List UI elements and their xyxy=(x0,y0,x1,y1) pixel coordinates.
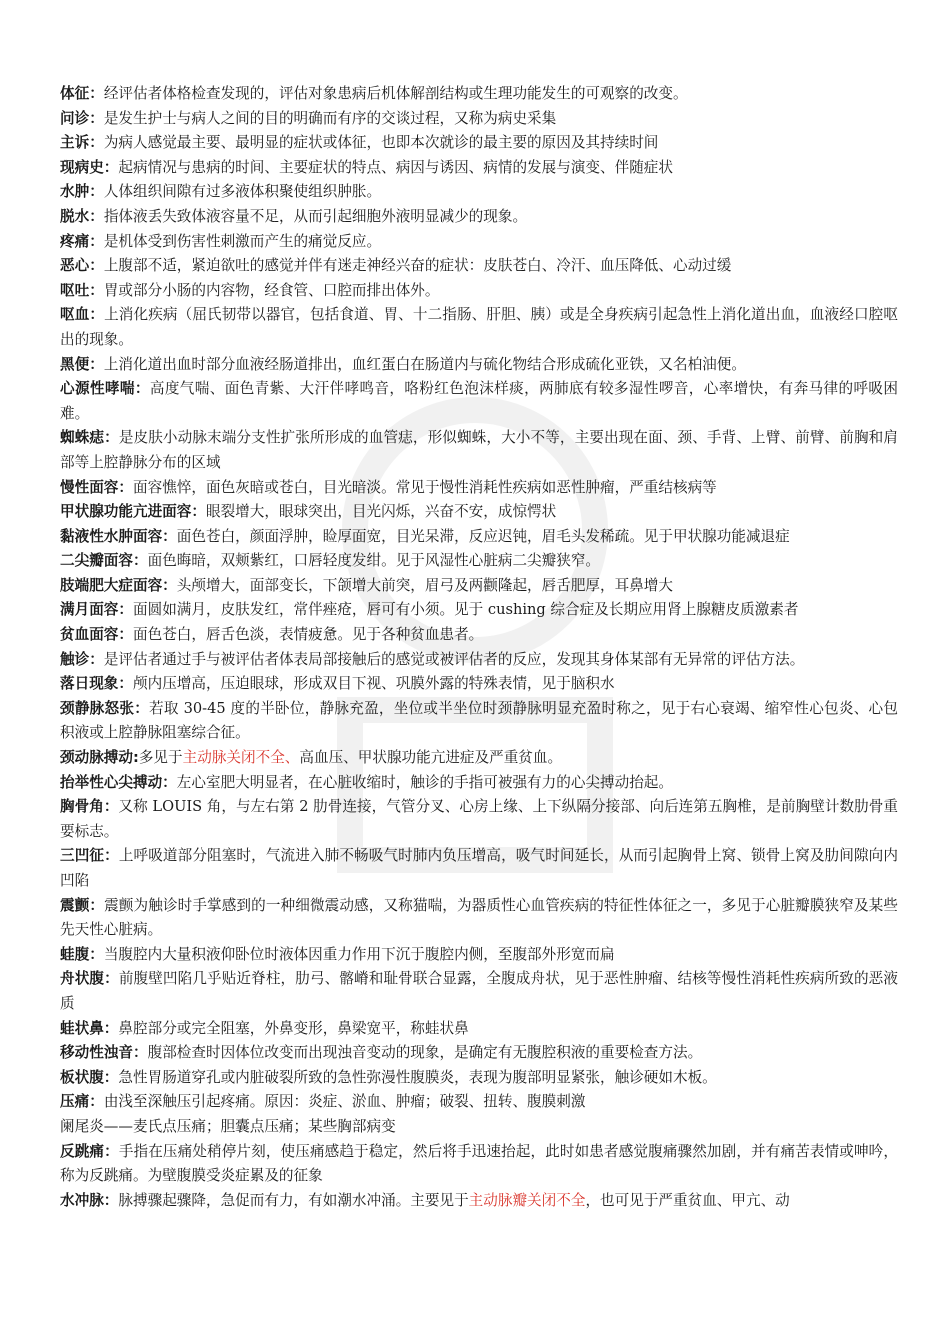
definition-entry xyxy=(60,574,898,599)
definition-text: 经评估者体格检查发现的，评估对象患病后机体解剖结构或生理功能发生的可观察的改变。 xyxy=(103,85,688,102)
term-label: 二尖瓣面容 xyxy=(60,552,133,570)
definition-entry xyxy=(60,1090,898,1115)
definition-entry xyxy=(60,598,898,623)
definition-entry xyxy=(60,279,898,304)
definition-entry xyxy=(60,1140,898,1189)
definition-text: 手指在压痛处稍停片刻，使压痛感趋于稳定，然后将手迅速抬起，此时如患者感觉腹痛骤然加剧，并有痛苦表情或呻吟，称为反跳痛。为壁腹膜受炎症累及的征象 xyxy=(60,1142,898,1185)
term-separator: ： xyxy=(191,503,206,521)
term-label: 蜘蛛痣 xyxy=(60,429,105,447)
term-label: 蛙状鼻 xyxy=(60,1019,104,1037)
term-label: 落日现象 xyxy=(60,675,119,693)
term-separator: ： xyxy=(89,207,104,225)
definition-text: 面容憔悴，面色灰暗或苍白，目光暗淡。常见于慢性消耗性疾病如恶性肿瘤，严重结核病等 xyxy=(133,478,717,496)
term-label: 蛙腹 xyxy=(60,945,90,963)
term-separator: ： xyxy=(89,232,104,250)
term-separator: ： xyxy=(104,1142,119,1160)
definition-entry xyxy=(60,746,898,771)
term-separator: ： xyxy=(89,85,104,102)
definition-entry xyxy=(60,1041,898,1066)
term-label: 现病史 xyxy=(60,158,104,176)
definition-entry xyxy=(60,353,898,378)
term-separator: ： xyxy=(89,109,104,127)
term-label: 颈动脉搏动 xyxy=(60,749,133,767)
definition-text: 由浅至深触压引起疼痛。原因：炎症、淤血、肿瘤；破裂、扭转、腹膜刺激 xyxy=(103,1093,586,1111)
term-label: 恶心 xyxy=(60,257,90,275)
definition-text-prefix: 多见于 xyxy=(138,749,183,767)
definition-entry xyxy=(60,549,898,574)
definition-text: 当腹腔内大量积液仰卧位时液体因重力作用下沉于腹腔内侧，至腹部外形宽而扁 xyxy=(103,945,615,963)
definition-text: 面色晦暗，双颊紫红，口唇轻度发绀。见于风湿性心脏病二尖瓣狭窄。 xyxy=(147,552,601,570)
term-label: 震颤 xyxy=(60,896,90,914)
definition-text: 起病情况与患病的时间、主要症状的特点、病因与诱因、病情的发展与演变、伴随症状 xyxy=(118,158,673,176)
definition-entry xyxy=(60,1017,898,1042)
term-separator: ： xyxy=(162,527,177,545)
definition-text: 头颅增大，面部变长，下颌增大前突，眉弓及两颧隆起，唇舌肥厚，耳鼻增大 xyxy=(176,576,673,594)
definition-text: 若取 30-45 度的半卧位，静脉充盈，坐位或半坐位时颈静脉明显充盈时称之，见于右心衰竭、缩窄性心包炎、心包积液或上腔静脉阻塞综合征。 xyxy=(60,699,898,742)
definition-entry xyxy=(60,180,898,205)
definition-text: 颅内压增高，压迫眼球，形成双目下视、巩膜外露的特殊表情，见于脑积水 xyxy=(133,675,615,693)
definition-entry xyxy=(60,131,898,156)
definition-entry xyxy=(60,156,898,181)
definition-entry xyxy=(60,377,898,426)
definition-entry xyxy=(60,771,898,796)
term-label: 呕血 xyxy=(60,306,90,324)
term-label: 肢端肥大症面容 xyxy=(60,576,163,594)
term-separator: ： xyxy=(103,1191,119,1209)
term-separator: ： xyxy=(103,798,119,816)
term-separator: ： xyxy=(103,1068,119,1086)
term-separator: ： xyxy=(103,1019,119,1037)
definition-entry xyxy=(60,82,898,107)
term-separator: ： xyxy=(89,945,104,963)
term-label: 板状腹 xyxy=(60,1068,104,1086)
term-separator: ： xyxy=(89,281,104,299)
term-label: 贫血面容 xyxy=(60,626,119,644)
term-separator: ： xyxy=(132,552,148,570)
definition-entry xyxy=(60,525,898,550)
definition-text: 上消化疾病（屈氏韧带以器官，包括食道、胃、十二指肠、肝胆、胰）或是全身疾病引起急性上消化道出血，血液经口腔呕出的现象。 xyxy=(60,306,898,348)
definition-text: ，也可见于严重贫血、甲亢、动 xyxy=(585,1191,790,1209)
definition-text: 人体组织间隙有过多液体积聚使组织肿胀。 xyxy=(103,183,382,201)
term-separator: ： xyxy=(103,158,119,176)
term-label: 触诊 xyxy=(60,650,90,668)
term-separator: ： xyxy=(118,478,133,496)
definition-text: 腹部检查时因体位改变而出现浊音变动的现象，是确定有无腹腔积液的重要检查方法。 xyxy=(147,1044,703,1062)
term-label: 压痛 xyxy=(60,1093,90,1111)
definition-text: 是发生护士与病人之间的目的明确而有序的交谈过程，又称为病史采集 xyxy=(103,109,557,127)
term-separator: ： xyxy=(132,1044,148,1062)
definition-text: 是机体受到伤害性刺激而产生的痛觉反应。 xyxy=(103,232,382,250)
term-separator: ： xyxy=(89,134,104,152)
definition-text: 高度气喘、面色青紫、大汗伴哮鸣音，咯粉红色泡沫样痰，两肺底有较多湿性啰音，心率增快，有奔马律的呼吸困难。 xyxy=(60,380,898,422)
definition-entry xyxy=(60,230,898,255)
term-label: 慢性面容 xyxy=(60,478,119,496)
term-separator: ： xyxy=(118,675,133,693)
term-label: 主诉 xyxy=(60,134,90,152)
definition-text: 又称 LOUIS 角，与左右第 2 肋骨连接，气管分叉、心房上缘、上下纵隔分接部、向后连第五胸椎，是前胸壁计数肋骨重要标志。 xyxy=(60,798,898,840)
definition-text: 胃或部分小肠的内容物，经食管、口腔而排出体外。 xyxy=(103,281,440,299)
definition-text: 面圆如满月，皮肤发红，常伴痤疮，唇可有小须。见于 cushing 综合症及长期应用肾上腺糖皮质激素者 xyxy=(133,601,799,619)
term-separator: ： xyxy=(89,257,104,275)
definition-text-prefix: 脉搏骤起骤降，急促而有力，有如潮水冲涌。主要见于 xyxy=(118,1191,469,1209)
term-separator: ： xyxy=(89,650,104,668)
definition-text: 眼裂增大，眼球突出，目光闪烁，兴奋不安，成惊愕状 xyxy=(205,503,557,521)
term-separator: : xyxy=(132,749,139,767)
definition-text: 面色苍白，颜面浮肿，睑厚面宽，目光呆滞，反应迟钝，眉毛头发稀疏。见于甲状腺功能减退症 xyxy=(176,527,790,545)
definition-entry xyxy=(60,894,898,943)
term-label: 三凹征 xyxy=(60,847,105,865)
term-separator: ： xyxy=(104,429,119,447)
term-separator: ： xyxy=(134,699,150,717)
definition-entry xyxy=(60,205,898,230)
definition-text: 为病人感觉最主要、最明显的症状或体征，也即本次就诊的最主要的原因及其持续时间 xyxy=(103,134,659,152)
term-label: 胸骨角 xyxy=(60,798,104,816)
definition-entry xyxy=(60,476,898,501)
definition-entry xyxy=(60,1066,898,1091)
term-label: 疼痛 xyxy=(60,232,90,250)
term-separator: ： xyxy=(89,355,104,373)
definition-text: 高血压、甲状腺功能亢进症及严重贫血。 xyxy=(299,749,563,767)
highlighted-text: 主动脉关闭不全、 xyxy=(182,749,300,767)
definition-entry xyxy=(60,672,898,697)
definition-text: 震颤为触诊时手掌感到的一种细微震动感，又称猫喘，为器质性心血管疾病的特征性体征之一，多见于心脏瓣膜狭窄及某些先天性心脏病。 xyxy=(60,896,898,939)
term-separator: ： xyxy=(89,306,105,324)
term-label: 满月面容 xyxy=(60,601,119,619)
term-separator: ： xyxy=(118,601,133,619)
term-label: 舟状腹 xyxy=(60,970,105,988)
term-separator: ： xyxy=(162,773,177,791)
note-text: 阑尾炎——麦氏点压痛；胆囊点压痛；某些胸部病变 xyxy=(60,1117,396,1135)
definition-text: 急性胃肠道穿孔或内脏破裂所致的急性弥漫性腹膜炎，表现为腹部明显紧张，触诊硬如木板。 xyxy=(118,1068,717,1086)
definition-entry xyxy=(60,623,898,648)
term-label: 水冲脉 xyxy=(60,1191,104,1209)
definition-entry xyxy=(60,500,898,525)
term-separator: ： xyxy=(89,1093,104,1111)
term-separator: ： xyxy=(104,847,119,865)
definition-text: 面色苍白，唇舌色淡，表情疲惫。见于各种贫血患者。 xyxy=(133,626,484,644)
term-separator: ： xyxy=(89,183,104,201)
definition-text: 是评估者通过手与被评估者体表局部接触后的感觉或被评估者的反应，发现其身体某部有无异常的评估方法。 xyxy=(103,650,805,668)
definition-entry xyxy=(60,254,898,279)
term-label: 问诊 xyxy=(60,109,90,127)
term-separator: ： xyxy=(89,896,105,914)
definition-text: 上消化道出血时部分血液经肠道排出，血红蛋白在肠道内与硫化物结合形成硫化亚铁，又名柏油便。 xyxy=(103,355,746,373)
definition-entry xyxy=(60,697,898,746)
definition-text: 左心室肥大明显者，在心脏收缩时，触诊的手指可被强有力的心尖搏动抬起。 xyxy=(176,773,673,791)
term-label: 反跳痛 xyxy=(60,1142,105,1160)
term-label: 呕吐 xyxy=(60,281,90,299)
definition-entry xyxy=(60,967,898,1016)
term-label: 心源性哮喘 xyxy=(60,380,135,398)
term-separator: ： xyxy=(162,576,177,594)
term-separator: ： xyxy=(104,970,119,988)
definition-entry xyxy=(60,107,898,132)
term-label: 移动性浊音 xyxy=(60,1044,133,1062)
term-label: 脱水 xyxy=(60,207,90,225)
term-label: 黏液性水肿面容 xyxy=(60,527,163,545)
definition-text: 指体液丢失致体液容量不足，从而引起细胞外液明显减少的现象。 xyxy=(103,207,528,225)
definition-text: 是皮肤小动脉末端分支性扩张所形成的血管痣，形似蜘蛛，大小不等，主要出现在面、颈、手背、上臂、前臂、前胸和肩部等上腔静脉分布的区域 xyxy=(60,429,898,471)
term-separator: ： xyxy=(118,626,133,644)
term-label: 抬举性心尖搏动 xyxy=(60,773,163,791)
definition-entry xyxy=(60,844,898,893)
definition-entry xyxy=(60,648,898,673)
term-separator: ： xyxy=(134,380,150,398)
definition-entry xyxy=(60,426,898,475)
term-label: 甲状腺功能亢进面容 xyxy=(60,503,192,521)
definition-text: 前腹壁凹陷几乎贴近脊柱，肋弓、髂嵴和耻骨联合显露，全腹成舟状，见于恶性肿瘤、结核等慢性消耗性疾病所致的恶液质 xyxy=(60,970,898,1012)
definition-entry xyxy=(60,1115,898,1140)
term-label: 体征 xyxy=(60,85,90,102)
term-label: 水肿 xyxy=(60,183,90,201)
highlighted-text: 主动脉瓣关闭不全 xyxy=(468,1191,586,1209)
definition-text: 上腹部不适，紧迫欲吐的感觉并伴有迷走神经兴奋的症状：皮肤苍白、冷汗、血压降低、心动过缓 xyxy=(103,257,732,275)
definition-entry xyxy=(60,303,898,352)
definition-entry xyxy=(60,795,898,844)
term-label: 颈静脉怒张 xyxy=(60,699,135,717)
definition-entry xyxy=(60,1189,898,1214)
definition-text: 上呼吸道部分阻塞时，气流进入肺不畅吸气时肺内负压增高，吸气时间延长，从而引起胸骨上窝、锁骨上窝及肋间隙向内凹陷 xyxy=(60,847,898,889)
definition-text: 鼻腔部分或完全阻塞，外鼻变形，鼻梁宽平，称蛙状鼻 xyxy=(118,1019,469,1037)
term-label: 黑便 xyxy=(60,355,90,373)
definition-entry xyxy=(60,943,898,968)
